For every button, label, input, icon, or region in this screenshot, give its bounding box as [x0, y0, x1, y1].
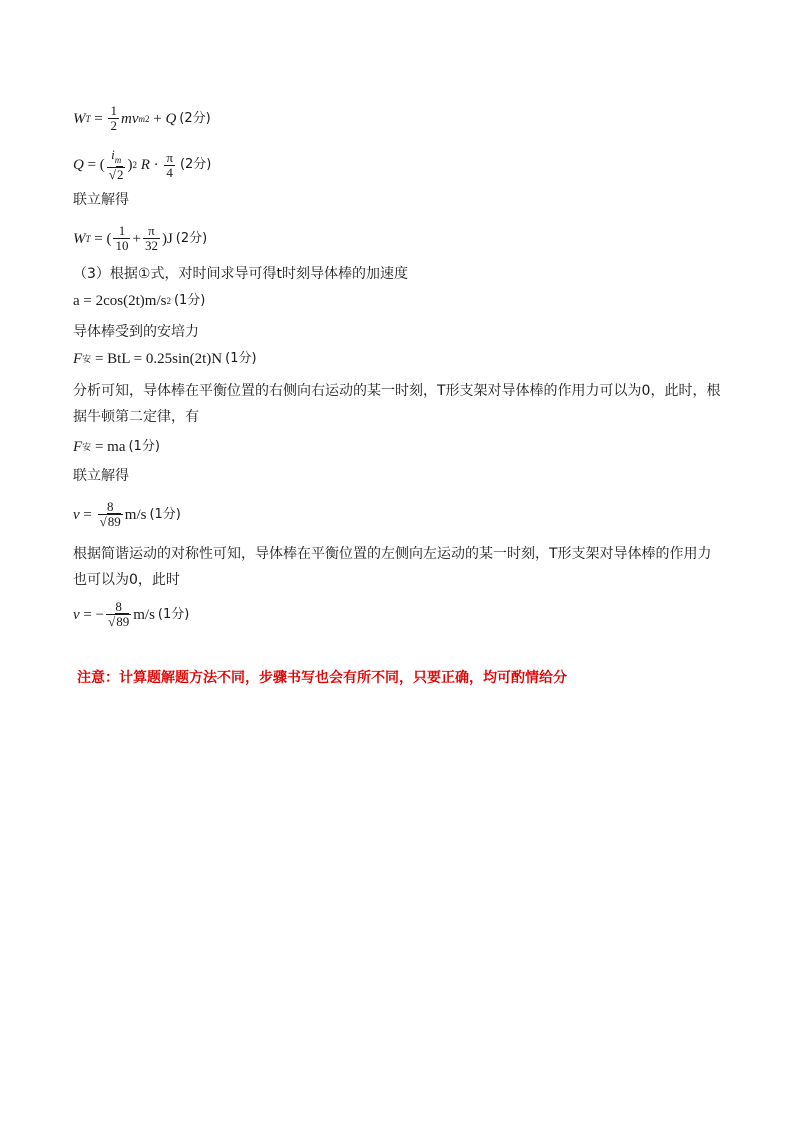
score-newton: (1分): [128, 439, 160, 454]
text-symmetry-line-2: 也可以为0，此时: [73, 572, 180, 588]
equation-velocity-negative: v = − $\frac{8}{√89}$ m/s (1分): [73, 599, 190, 629]
text-combine-2: 联立解得: [73, 468, 129, 484]
text-symmetry-line-1: 根据简谐运动的对称性可知，导体棒在平衡位置的左侧向左运动的某一时刻，T形支架对导体棒的作用力: [73, 546, 712, 562]
text-ampere-force: 导体棒受到的安培力: [73, 324, 199, 340]
equation-q: Q = ( $\frac{i_m}{√2}$ ) 2 R · $\frac{\pi}{4}$ (2分): [73, 147, 212, 182]
equation-ampere-force: F 安 = BtL = 0.25sin(2t)N (1分): [73, 351, 257, 367]
grading-note: 注意：计算题解题方法不同，步骤书写也会有所不同，只要正确，均可酌情给分: [77, 670, 567, 686]
score-velocity-negative: (1分): [157, 606, 190, 622]
equation-wt-result: W T = ( $\frac{1}{10}$ + $\frac{\pi}{32}$ )J (2分): [73, 223, 208, 253]
newton-expression: = ma: [94, 439, 126, 455]
equation-acceleration: a = 2cos(2t)m/s 2 (1分): [73, 293, 206, 309]
equation-velocity-positive: v = $\frac{8}{√89}$ m/s (1分): [73, 499, 181, 529]
text-analysis-line-2: 据牛顿第二定律，有: [73, 409, 199, 425]
text-part-3: （3）根据①式，对时间求导可得t时刻导体棒的加速度: [73, 266, 408, 282]
equation-newton: F 安 = ma (1分): [73, 439, 160, 455]
score-ampere: (1分): [225, 351, 257, 366]
text-combine-1: 联立解得: [73, 192, 129, 208]
acceleration-expression: a = 2cos(2t)m/s: [73, 293, 167, 309]
text-analysis-line-1: 分析可知，导体棒在平衡位置的右侧向右运动的某一时刻，T形支架对导体棒的作用力可以为0，此时，根: [73, 383, 721, 399]
score-q: (2分): [179, 157, 212, 172]
equation-wt: W T = $\frac{1}{2}$ mv m 2 + Q (2分): [73, 103, 211, 133]
score-wt: (2分): [179, 110, 211, 126]
score-acceleration: (1分): [173, 293, 206, 308]
ampere-expression: = BtL = 0.25sin(2t)N: [94, 351, 223, 367]
score-velocity-positive: (1分): [149, 506, 181, 522]
score-wt-result: (2分): [175, 230, 208, 246]
